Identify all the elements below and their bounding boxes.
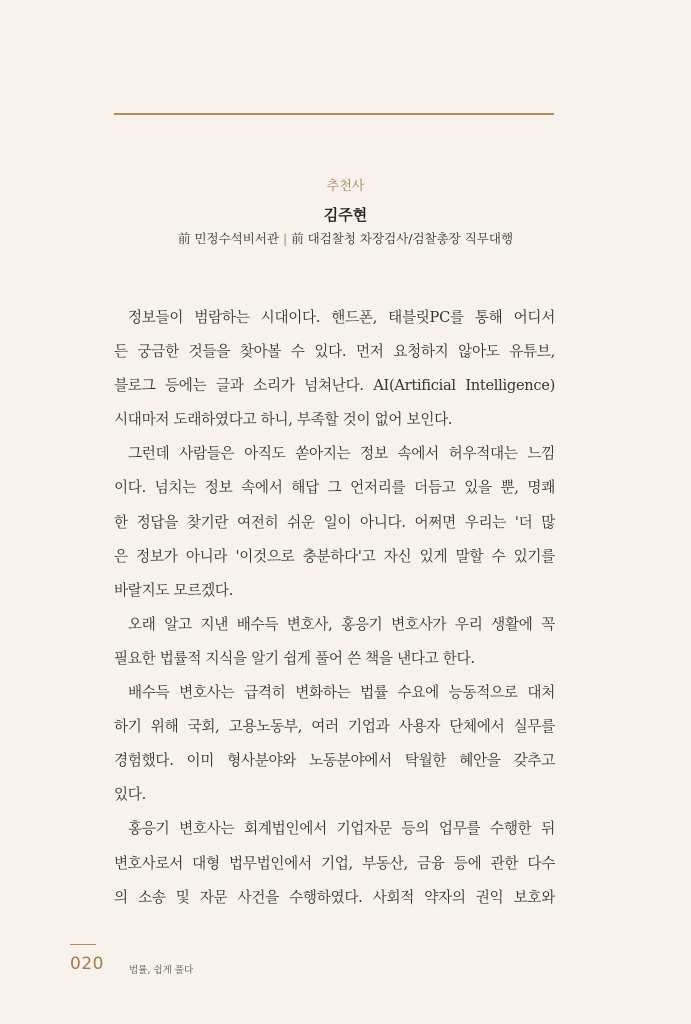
body-line: 정보들이 범람하는 시대이다. 핸드폰, 태블릿PC를 통해 어디서 (128, 309, 555, 326)
footer-divider (70, 944, 96, 945)
body-line: 하기 위해 국회, 고용노동부, 여러 기업과 사용자 단체에서 실무를 (114, 718, 555, 736)
page-number: 020 (70, 954, 104, 974)
body-line: 시대마저 도래하였다고 하니, 부족할 것이 없어 보인다. (114, 411, 453, 429)
body-line: 경험했다. 이미 형사분야와 노동분야에서 탁월한 혜안을 갖추고 (114, 752, 555, 770)
foreword-body (114, 301, 555, 915)
author-name: 김주현 (323, 206, 368, 224)
body-line: 든 궁금한 것들을 찾아볼 수 있다. 먼저 요청하지 않아도 유튜브, (114, 343, 555, 361)
body-line: 이다. 넘치는 정보 속에서 해답 그 언저리를 더듬고 있을 뿐, 명쾌 (114, 479, 555, 497)
body-line: 있다. (114, 786, 146, 804)
body-line: 오래 알고 지낸 배수득 변호사, 홍응기 변호사가 우리 생활에 꼭 (128, 615, 555, 633)
section-label: 추천사 (326, 179, 365, 194)
body-line: 배수득 변호사는 급격히 변화하는 법률 수요에 능동적으로 대처 (128, 684, 555, 702)
body-line: 바랄지도 모르겠다. (114, 581, 234, 599)
author-title-former-2: 前 대검찰청 차장검사/검찰총장 직무대행 (291, 231, 514, 246)
body-line: 한 정답을 찾기란 여전히 쉬운 일이 아니다. 어쩌면 우리는 '더 많 (114, 513, 555, 531)
body-line: 블로그 등에는 글과 소리가 넘쳐난다. AI(Artificial Intelligence) (114, 377, 555, 395)
author-title (0, 229, 691, 247)
author-title-former-1: 前 민정수석비서관 (177, 231, 279, 246)
title-separator: | (282, 231, 288, 246)
body-line: 홍응기 변호사는 회계법인에서 기업자문 등의 업무를 수행한 뒤 (128, 820, 555, 838)
body-line: 변호사로서 대형 법무법인에서 기업, 부동산, 금융 등에 관한 다수 (114, 854, 555, 872)
body-line: 의 소송 및 자문 사건을 수행하였다. 사회적 약자의 권익 보호와 (114, 888, 555, 906)
running-book-title: 법률, 쉽게 풀다 (129, 965, 194, 976)
body-line: 필요한 법률적 지식을 알기 쉽게 풀어 쓴 책을 낸다고 한다. (114, 649, 475, 667)
body-line: 은 정보가 아니라 '이것으로 충분하다'고 자신 있게 말할 수 있기를 (114, 547, 555, 565)
top-divider (114, 113, 554, 115)
body-line: 그런데 사람들은 아직도 쏟아지는 정보 속에서 허우적대는 느낌 (128, 445, 555, 463)
